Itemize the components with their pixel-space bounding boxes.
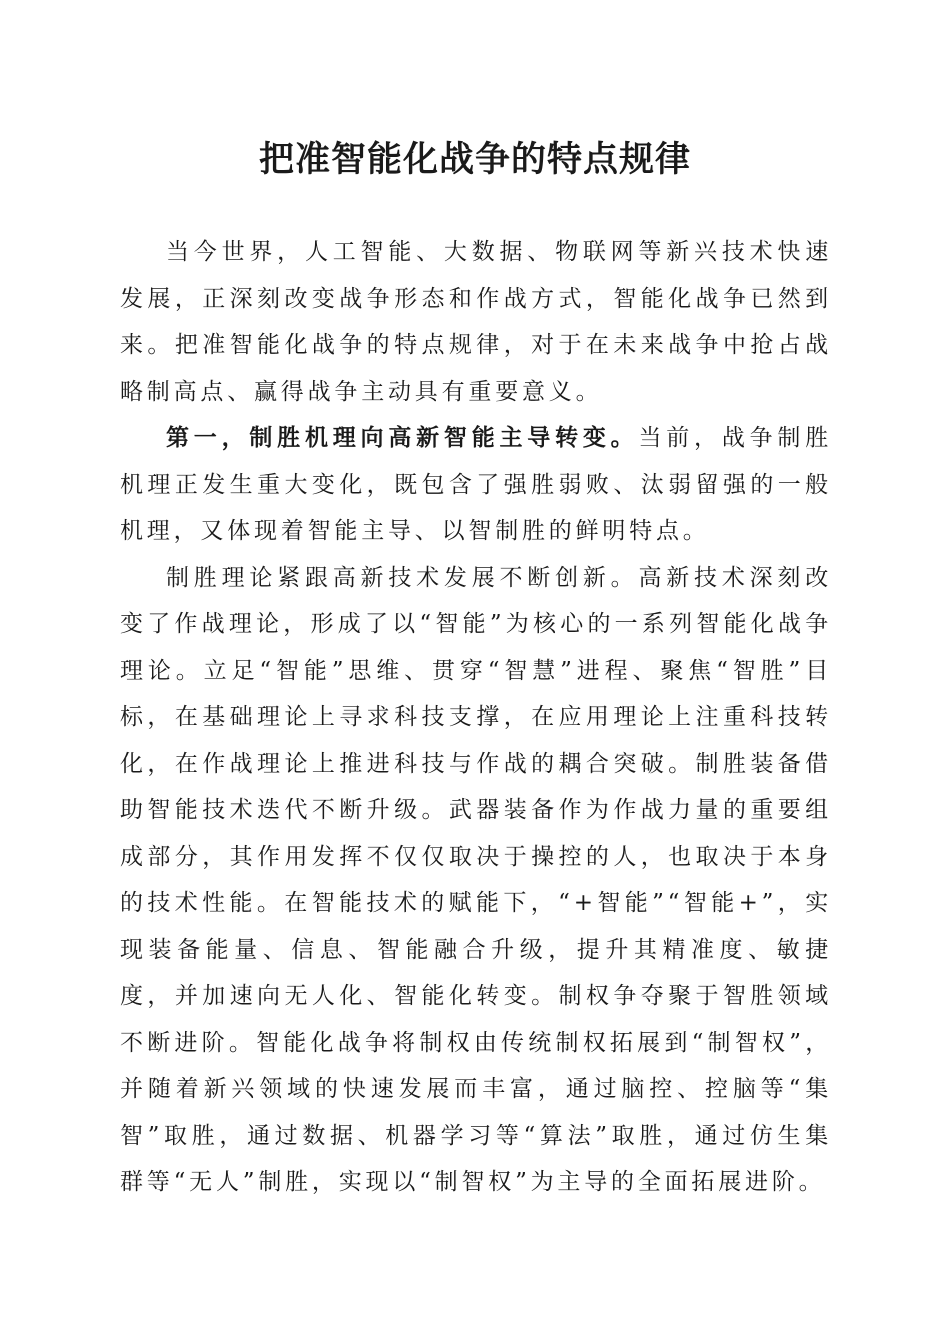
paragraph-intro: 当今世界，人工智能、大数据、物联网等新兴技术快速发展，正深刻改变战争形态和作战方式，智能化战争已然到来。把准智能化战争的特点规律，对于在未来战争中抢占战略制高点、赢得战争主动具有重要意义。 (120, 239, 832, 405)
document-body (120, 229, 832, 1206)
paragraph-detail: 制胜理论紧跟高新技术发展不断创新。高新技术深刻改变了作战理论，形成了以“智能”为核心的一系列智能化战争理论。立足“智能”思维、贯穿“智慧”进程、聚焦“智胜”目标，在基础理论上寻求科技支撑，在应用理论上注重科技转化，在作战理论上推进科技与作战的耦合突破。制胜装备借助智能技术迭代不断升级。武器装备作为作战力量的重要组成部分，其作用发挥不仅仅取决于操控的人，也取决于本身的技术性能。在智能技术的赋能下，“+智能”“智能+”，实现装备能量、信息、智能融合升级，提升其精准度、敏捷度，并加速向无人化、智能化转变。制权争夺聚于智胜领域不断进阶。智能化战争将制权由传统制权拓展到“制智权”，并随着新兴领域的快速发展而丰富，通过脑控、控脑等“集智”取胜，通过数据、机器学习等“算法”取胜，通过仿生集群等“无人”制胜，实现以“制智权”为主导的全面拓展进阶。 (120, 564, 832, 1195)
paragraph-first-point (120, 415, 832, 555)
paragraph-first-point-heading: 第一，制胜机理向高新智能主导转变。 (166, 424, 639, 451)
paragraph-first-point-text: 当前，战争制胜机理正发生重大变化，既包含了强胜弱败、汰弱留强的一般机理，又体现着智能主导、以智制胜的鲜明特点。 (120, 425, 832, 544)
document-title: 把准智能化战争的特点规律 (258, 139, 691, 180)
